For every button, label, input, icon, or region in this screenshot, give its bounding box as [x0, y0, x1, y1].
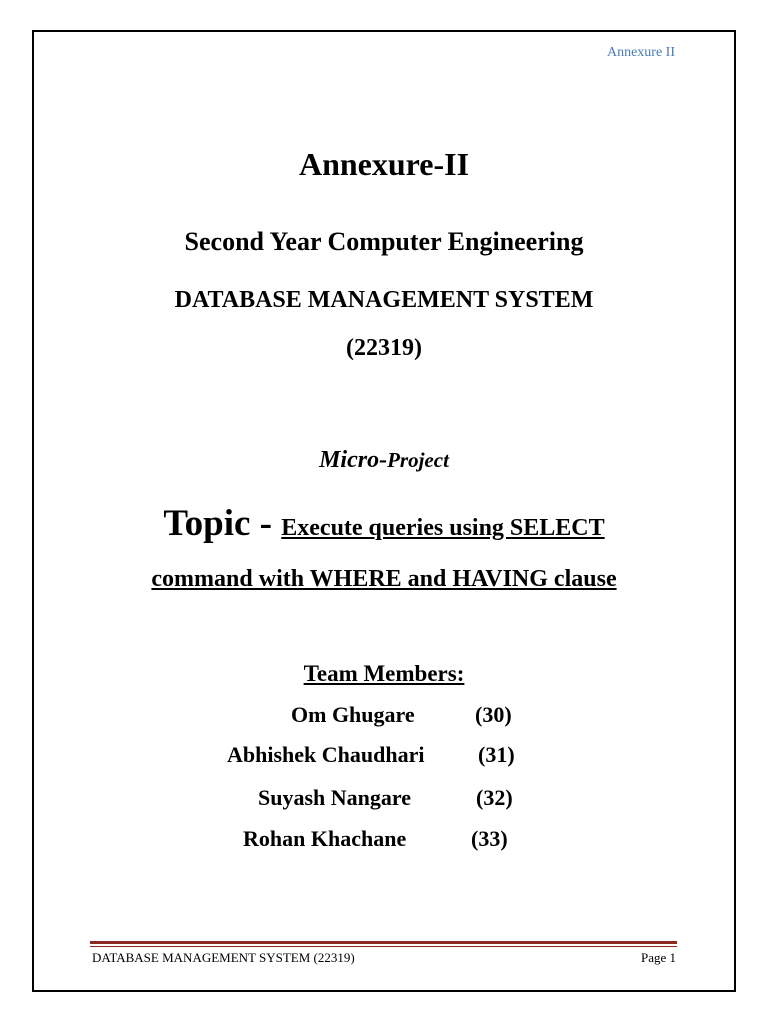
document-subtitle: Second Year Computer Engineering: [184, 227, 584, 256]
project-type-prefix: Micro-: [319, 447, 388, 473]
topic-line-1: [0, 502, 768, 545]
member-roll: (30): [475, 702, 512, 727]
topic-label: Topic -: [163, 503, 282, 544]
project-type: [0, 447, 768, 474]
running-header: Annexure II: [606, 45, 675, 60]
member-name: Abhishek Chaudhari: [227, 742, 425, 767]
member-roll: (31): [478, 742, 515, 767]
topic-text-part-2: command with WHERE and HAVING clause: [151, 566, 617, 592]
member-name: Rohan Khachane: [243, 826, 407, 851]
document-title: Annexure-II: [298, 146, 470, 182]
member-roll: (33): [471, 826, 508, 851]
team-heading: Team Members:: [303, 661, 465, 686]
course-code: (22319): [346, 335, 422, 361]
team-member: [258, 785, 513, 811]
project-type-suffix: Project: [387, 448, 449, 472]
team-member: [291, 702, 512, 728]
topic-text-part-1: Execute queries using SELECT: [281, 515, 605, 541]
footer-divider-thin: [90, 946, 677, 947]
team-member: [243, 826, 508, 852]
footer-divider: [90, 941, 677, 944]
member-roll: (32): [476, 785, 513, 810]
team-member: [227, 742, 515, 768]
footer-course-title: DATABASE MANAGEMENT SYSTEM (22319): [92, 950, 355, 965]
page-number: Page 1: [640, 950, 676, 965]
member-name: Suyash Nangare: [258, 785, 412, 810]
course-name: DATABASE MANAGEMENT SYSTEM: [174, 287, 594, 313]
member-name: Om Ghugare: [291, 702, 415, 727]
